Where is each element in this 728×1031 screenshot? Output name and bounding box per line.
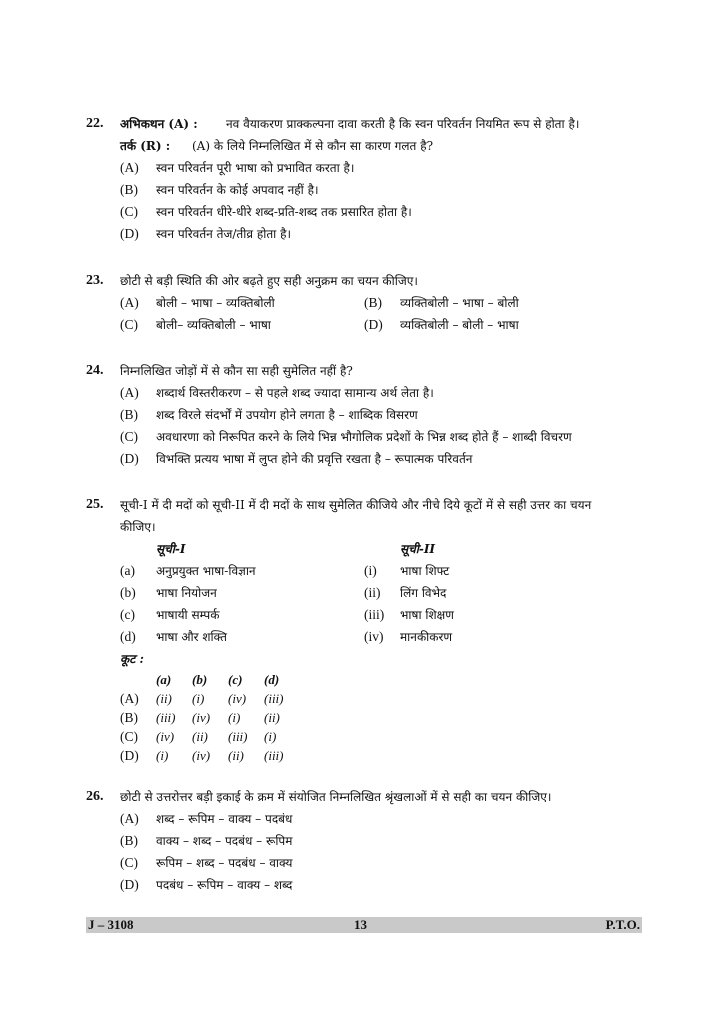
code-row-c: (C) (iv) (ii) (iii) (i) — [120, 729, 277, 744]
option-c: (C) अवधारणा को निरूपित करने के लिये भिन्न भौगोलिक प्रदेशों के भिन्न शब्द होते हैं – शाब्दी विचरण — [120, 429, 572, 444]
code-row-a: (A) (ii) (i) (iv) (iii) — [120, 691, 284, 706]
paper-code: J – 3108 — [88, 917, 134, 932]
reason-text: (A) के लिये निम्नलिखित में से कौन सा कारण गलत है? — [192, 139, 434, 153]
page-number: 13 — [354, 917, 367, 932]
option-a: (A) बोली – भाषा – व्यक्तिबोली — [120, 295, 275, 310]
question-stem: निम्नलिखित जोड़ों में से कौन सा सही सुमेलित नहीं है? — [120, 364, 353, 378]
reason-label: तर्क (R) : — [120, 139, 171, 153]
question-number: 26. — [86, 789, 104, 804]
codes-label: कूट : — [120, 652, 144, 666]
page-footer — [86, 917, 642, 933]
option-b: (B) व्यक्तिबोली – भाषा – बोली — [364, 295, 519, 310]
question-number: 25. — [86, 497, 104, 512]
option-b: (B) वाक्य – शब्द – पदबंध – रूपिम — [120, 833, 293, 848]
question-stem: छोटी से उत्तरोत्तर बड़ी इकाई के क्रम में संयोजित निम्नलिखित श्रृंखलाओं में से सही का चयन कीजिए। — [120, 790, 552, 804]
assertion-text: नव वैयाकरण प्राक्कल्पना दावा करती है कि स्वन परिवर्तन नियमित रूप से होता है। — [226, 117, 580, 131]
list1-heading: सूची-I — [156, 542, 186, 556]
option-c: (C) रूपिम – शब्द – पदबंध – वाक्य — [120, 855, 293, 870]
option-b: (B) स्वन परिवर्तन के कोई अपवाद नहीं है। — [120, 182, 319, 197]
code-row-d: (D) (i) (iv) (ii) (iii) — [120, 748, 284, 763]
question-stem-line2: कीजिए। — [120, 520, 156, 534]
question-number: 23. — [86, 273, 104, 288]
list2-heading: सूची-II — [400, 542, 436, 556]
codes-table — [120, 670, 656, 765]
option-c: (C) बोली– व्यक्तिबोली – भाषा — [120, 317, 271, 332]
code-row-b: (B) (iii) (iv) (i) (ii) — [120, 710, 280, 725]
match-row: (b) भाषा नियोजन (ii) लिंग विभेद — [120, 585, 447, 600]
option-d: (D) व्यक्तिबोली – बोली – भाषा — [364, 317, 519, 332]
option-d: (D) पदबंध – रूपिम – वाक्य – शब्द — [120, 877, 293, 892]
question-24 — [86, 360, 656, 470]
question-22 — [86, 113, 656, 245]
option-a: (A) शब्दार्थ विस्तरीकरण – से पहले शब्द ज्यादा सामान्य अर्थ लेता है। — [120, 385, 434, 400]
question-stem: छोटी से बड़ी स्थिति की ओर बढ़ते हुए सही अनुक्रम का चयन कीजिए। — [120, 274, 418, 288]
question-25 — [86, 494, 656, 765]
assertion-label: अभिकथन (A) : — [120, 117, 198, 131]
match-row: (a) अनुप्रयुक्त भाषा-विज्ञान (i) भाषा शिफ्ट — [120, 563, 450, 578]
option-d: (D) विभक्ति प्रत्यय भाषा में लुप्त होने की प्रवृत्ति रखता है – रूपात्मक परिवर्तन — [120, 451, 473, 466]
question-number: 22. — [86, 116, 104, 131]
option-c: (C) स्वन परिवर्तन धीरे-धीरे शब्द-प्रति-शब्द तक प्रसारित होता है। — [120, 204, 412, 219]
option-a: (A) शब्द – रूपिम – वाक्य – पदबंध — [120, 811, 293, 826]
option-d: (D) स्वन परिवर्तन तेज/तीव्र होता है। — [120, 226, 292, 241]
option-a: (A) स्वन परिवर्तन पूरी भाषा को प्रभावित करता है। — [120, 160, 355, 175]
question-stem-line1: सूची-I में दी मदों को सूची-II में दी मदों के साथ सुमेलित कीजिये और नीचे दिये कूटों में से सही उत्तर का चयन — [120, 498, 592, 512]
pto-label: P.T.O. — [605, 917, 640, 932]
question-26 — [86, 786, 656, 896]
question-number: 24. — [86, 363, 104, 378]
match-row: (d) भाषा और शक्ति (iv) मानकीकरण — [120, 629, 453, 644]
option-b: (B) शब्द विरले संदर्भों में उपयोग होने लगता है – शाब्दिक विसरण — [120, 407, 418, 422]
question-23 — [86, 270, 656, 336]
codes-header: (a) (b) (c) (d) — [156, 672, 280, 687]
match-row: (c) भाषायी सम्पर्क (iii) भाषा शिक्षण — [120, 607, 454, 622]
